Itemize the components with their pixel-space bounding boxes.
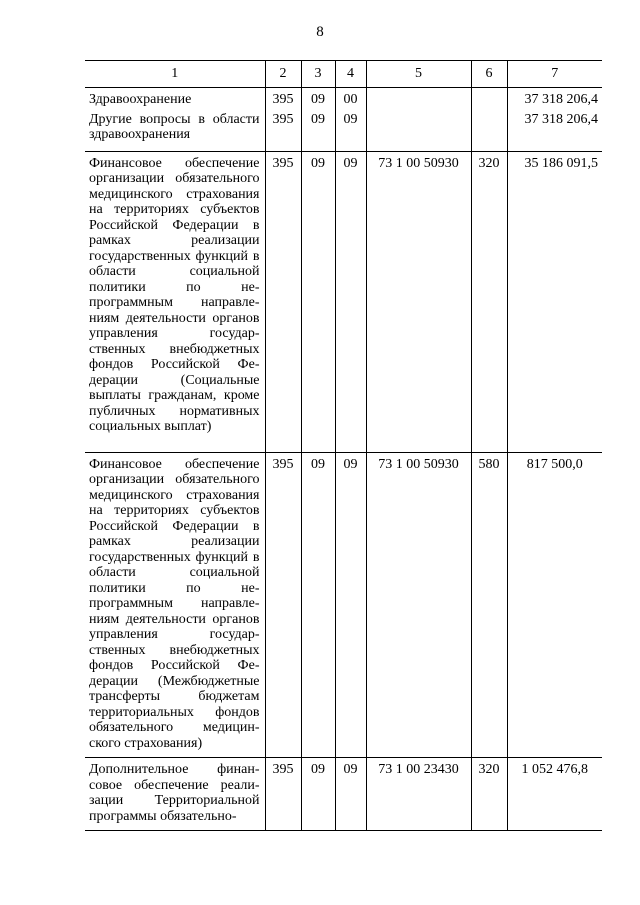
cell-amount: 817 500,0 (507, 452, 602, 758)
cell-amount: 37 318 206,4 (507, 88, 602, 110)
column-header: 3 (301, 61, 335, 88)
column-header: 2 (265, 61, 301, 88)
cell-expense-type (471, 110, 507, 152)
budget-table (85, 60, 602, 831)
table-row (85, 110, 602, 152)
page-number: 8 (316, 24, 324, 40)
cell-target: 73 1 00 50930 (366, 452, 471, 758)
cell-target: 73 1 00 50930 (366, 151, 471, 452)
column-header: 5 (366, 61, 471, 88)
cell-section: 09 (301, 88, 335, 110)
cell-code: 395 (265, 151, 301, 452)
cell-subsection: 09 (335, 151, 366, 452)
row-name: Финансовое обеспечение организации обязательного медицинского страхования на территориях субъектов Российской Федерации в рамках реализации государственных функций в области социальной политики по непрограммным направлениям деятельности органов управления государственных внебюджетных фондов Российской Федерации (Межбюджетные трансферты бюджетам территориальных фондов обязательного медицинского страхования) (85, 452, 265, 758)
table-row (85, 88, 602, 110)
row-name: Финансовое обеспечение организации обязательного медицинского страхования на территориях субъектов Российской Федерации в рамках реализации государственных функций в области социальной политики по непрограммным направлениям деятельности органов управления государственных внебюджетных фондов Российской Федерации (Социальные выплаты гражданам, кроме публичных нормативных социальных выплат) (85, 151, 265, 452)
table-row (85, 151, 602, 452)
row-name: Здравоохранение (89, 92, 192, 107)
cell-subsection: 09 (335, 110, 366, 152)
cell-expense-type (471, 88, 507, 110)
table-row (85, 758, 602, 831)
cell-code: 395 (265, 758, 301, 831)
cell-expense-type: 320 (471, 151, 507, 452)
cell-amount: 35 186 091,5 (507, 151, 602, 452)
column-header: 1 (85, 61, 265, 88)
column-header: 4 (335, 61, 366, 88)
header-row (85, 61, 602, 88)
cell-code: 395 (265, 452, 301, 758)
row-name: Дополнительное финансовое обеспечение реализации Территориальной программы обязательно- (85, 758, 265, 831)
cell-subsection: 09 (335, 758, 366, 831)
row-name: Другие вопросы в области здравоохранения (85, 110, 265, 152)
cell-target: 73 1 00 23430 (366, 758, 471, 831)
cell-target (366, 110, 471, 152)
cell-amount: 1 052 476,8 (507, 758, 602, 831)
cell-subsection: 00 (335, 88, 366, 110)
cell-section: 09 (301, 110, 335, 152)
cell-code: 395 (265, 88, 301, 110)
cell-section: 09 (301, 452, 335, 758)
cell-expense-type: 580 (471, 452, 507, 758)
column-header: 6 (471, 61, 507, 88)
cell-target (366, 88, 471, 110)
cell-code: 395 (265, 110, 301, 152)
cell-expense-type: 320 (471, 758, 507, 831)
cell-section: 09 (301, 758, 335, 831)
cell-section: 09 (301, 151, 335, 452)
cell-subsection: 09 (335, 452, 366, 758)
cell-amount: 37 318 206,4 (507, 110, 602, 152)
column-header: 7 (507, 61, 602, 88)
table-row (85, 452, 602, 758)
